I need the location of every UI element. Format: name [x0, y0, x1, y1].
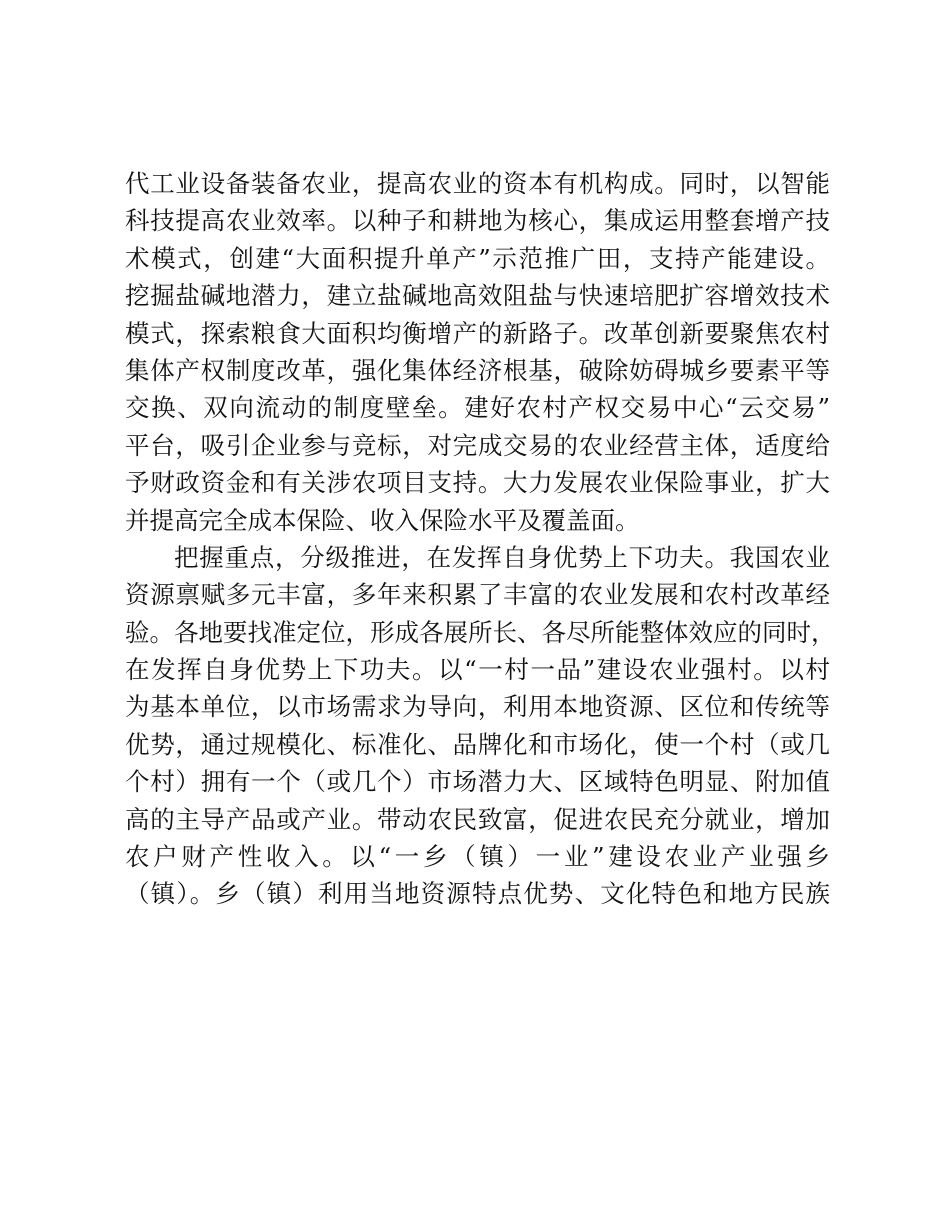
text-line: 为基本单位，以市场需求为导向，利用本地资源、区位和传统等: [125, 692, 830, 722]
text-line: 代工业设备装备农业，提高农业的资本有机构成。同时，以智能: [125, 169, 830, 198]
text-line: 术模式，创建“大面积提升单产”示范推广田，支持产能建设。: [125, 243, 830, 273]
text-line: 挖掘盐碱地潜力，建立盐碱地高效阻盐与快速培肥扩容增效技术: [125, 281, 830, 311]
text-line: 平台，吸引企业参与竞标，对完成交易的农业经营主体，适度给: [125, 430, 830, 460]
text-line: 交换、双向流动的制度壁垒。建好农村产权交易中心“云交易”: [125, 393, 830, 423]
text-line: 验。各地要找准定位，形成各展所长、各尽所能整体效应的同时，: [125, 617, 836, 647]
text-line: 资源禀赋多元丰富，多年来积累了丰富的农业发展和农村改革经: [125, 580, 830, 610]
text-line: 予财政资金和有关涉农项目支持。大力发展农业保险事业，扩大: [125, 468, 830, 498]
paragraph-start-line: 把握重点，分级推进，在发挥自身优势上下功夫。我国农业: [174, 542, 830, 572]
text-line: 集体产权制度改革，强化集体经济根基，破除妨碍城乡要素平等: [125, 355, 830, 385]
text-line: 并提高完全成本保险、收入保险水平及覆盖面。: [125, 505, 640, 535]
text-line: 高的主导产品或产业。带动农民致富，促进农民充分就业，增加: [125, 804, 830, 834]
text-line: 农户财产性收入。以“一乡（镇）一业”建设农业产业强乡: [125, 842, 830, 872]
text-line: 科技提高农业效率。以种子和耕地为核心，集成运用整套增产技: [125, 206, 830, 236]
text-line: （镇）。乡（镇）利用当地资源特点优势、文化特色和地方民族: [125, 879, 830, 909]
text-line: 模式，探索粮食大面积均衡增产的新路子。改革创新要聚焦农村: [125, 318, 830, 348]
body-text: [125, 165, 836, 913]
text-line: 优势，通过规模化、标准化、品牌化和市场化，使一个村（或几: [125, 729, 830, 759]
text-line: 个村）拥有一个（或几个）市场潜力大、区域特色明显、附加值: [125, 767, 830, 797]
text-line: 在发挥自身优势上下功夫。以“一村一品”建设农业强村。以村: [125, 655, 830, 685]
